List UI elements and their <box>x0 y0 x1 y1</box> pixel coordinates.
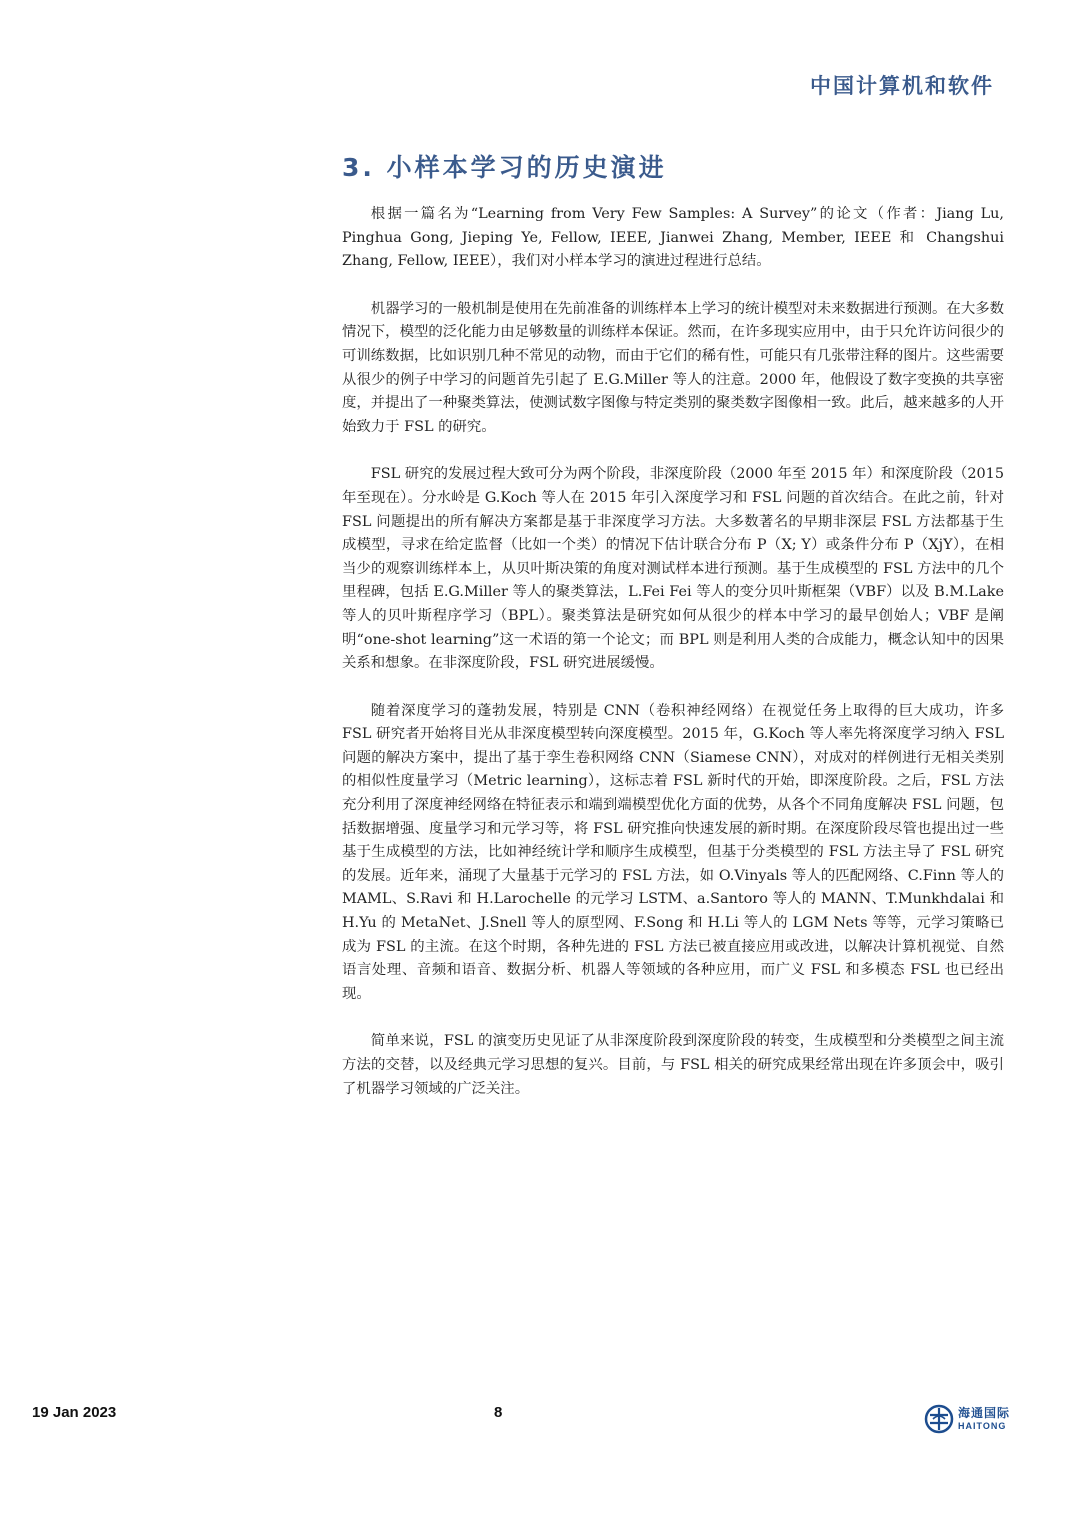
paragraph-fsl-stages: FSL 研究的发展过程大致可分为两个阶段，非深度阶段（2000 年至 2015 年）和深度阶段（2015 年至现在）。分水岭是 G.Koch 等人在 2015 年引入深度学习和 FSL 问题的首次结合。在此之前，针对 FSL 问题提出的所有解决方案都是基于非深度学习方法。大多数著名的早期非深层 FSL 方法都基于生成模型，寻求在给定监督（比如一个类）的情况下估计联合分布 P（X; Y）或条件分布 P（XjY），在相当少的观察训练样本上，从贝叶斯决策的角度对测试样本进行预测。基于生成模型的 FSL 方法中的几个里程碑，包括 E.G.Miller 等人的聚类算法，L.Fei Fei 等人的变分贝叶斯框架（VBF）以及 B.M.Lake 等人的贝叶斯程序学习（BPL）。聚类算法是研究如何从很少的样本中学习的最早创始人；VBF 是阐明“one-shot learning”这一术语的第一个论文；而 BPL 则是利用人类的合成能力，概念认知中的因果关系和想象。在非深度阶段，FSL 研究进展缓慢。 <box>342 466 1004 672</box>
body-text <box>342 203 1004 1125</box>
paragraph-summary: 简单来说，FSL 的演变历史见证了从非深度阶段到深度阶段的转变，生成模型和分类模型之间主流方法的交替，以及经典元学习思想的复兴。目前，与 FSL 相关的研究成果经常出现在许多顶会中，吸引了机器学习领域的广泛关注。 <box>342 1033 1004 1097</box>
footer-date: 19 Jan 2023 <box>32 1404 117 1421</box>
haitong-logo-icon <box>924 1404 954 1434</box>
logo-en-text: HAITONG <box>958 1421 1007 1431</box>
logo-cn-text: 海通国际 <box>958 1406 1011 1420</box>
paragraph-deep-stage: 随着深度学习的蓬勃发展，特别是 CNN（卷积神经网络）在视觉任务上取得的巨大成功，许多 FSL 研究者开始将目光从非深度模型转向深度模型。2015 年，G.Koch 等人率先将深度学习纳入 FSL 问题的解决方案中，提出了基于孪生卷积网络 CNN（Siamese CNN），对成对的样例进行无相关类别的相似性度量学习（Metric learning），这标志着 FSL 新时代的开始，即深度阶段。之后，FSL 方法充分利用了深度神经网络在特征表示和端到端模型优化方面的优势，从各个不同角度解决 FSL 问题，包括数据增强、度量学习和元学习等，将 FSL 研究推向快速发展的新时期。在深度阶段尽管也提出过一些基于生成模型的方法，比如神经统计学和顺序生成模型，但基于分类模型的 FSL 方法主导了 FSL 研究的发展。近年来，涌现了大量基于元学习的 FSL 方法，如 O.Vinyals 等人的匹配网络、C.Finn 等人的 MAML、S.Ravi 和 H.Larochelle 的元学习 LSTM、a.Santoro 等人的 MANN、T.Munkhdalai 和 H.Yu 的 MetaNet、J.Snell 等人的原型网、F.Song 和 H.Li 等人的 LGM Nets 等等，元学习策略已成为 FSL 的主流。在这个时期，各种先进的 FSL 方法已被直接应用或改进，以解决计算机视觉、自然语言处理、音频和语音、数据分析、机器人等领域的各种应用，而广义 FSL 和多模态 FSL 也已经出现。 <box>342 702 1004 1002</box>
paragraph-ml-mechanism: 机器学习的一般机制是使用在先前准备的训练样本上学习的统计模型对未来数据进行预测。在大多数情况下，模型的泛化能力由足够数量的训练样本保证。然而，在许多现实应用中，由于只允许访问很少的可训练数据，比如识别几种不常见的动物，而由于它们的稀有性，可能只有几张带注释的图片。这些需要从很少的例子中学习的问题首先引起了 E.G.Miller 等人的注意。2000 年，他假设了数字变换的共享密度，并提出了一种聚类算法，使测试数字图像与特定类别的聚类数字图像相一致。此后，越来越多的人开始致力于 FSL 的研究。 <box>342 300 1004 435</box>
paragraph-intro: 根据一篇名为“Learning from Very Few Samples: A Survey”的论文（作者：Jiang Lu, Pinghua Gong, Jieping Ye, Fellow, IEEE, Jianwei Zhang, Member, IEEE 和 Changshui Zhang, Fellow, IEEE），我们对小样本学习的演进过程进行总结。 <box>342 206 1004 270</box>
haitong-logo <box>924 1402 1014 1436</box>
page-number: 8 <box>494 1404 503 1421</box>
header-title: 中国计算机和软件 <box>810 74 994 98</box>
section-title: 3. 小样本学习的历史演进 <box>342 153 667 182</box>
